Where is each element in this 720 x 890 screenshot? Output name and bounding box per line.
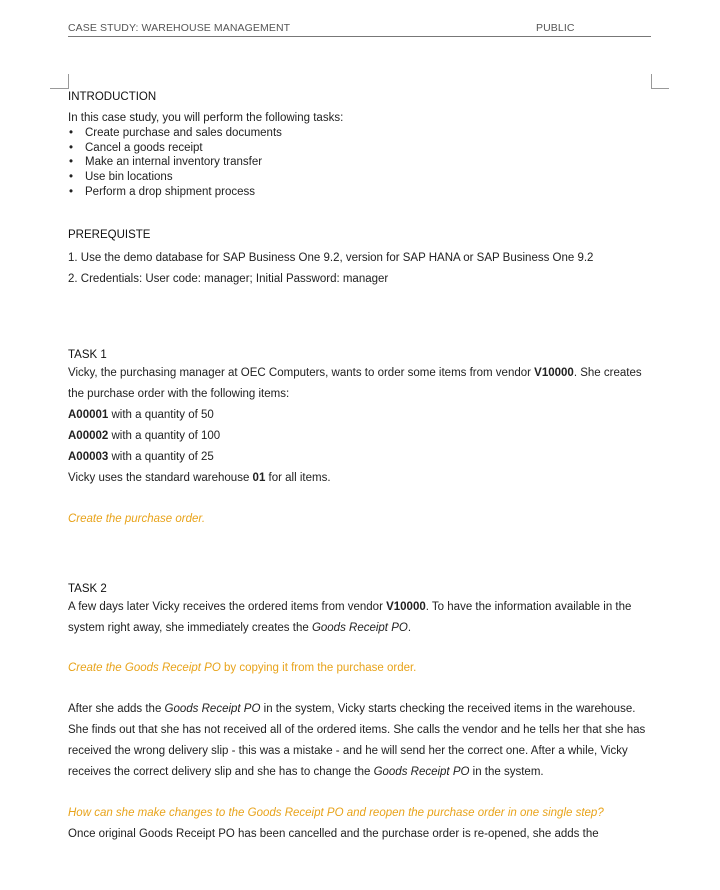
- task1-item: A00001 with a quantity of 50: [68, 408, 214, 421]
- crop-mark-left: [50, 74, 69, 89]
- crop-mark-right: [651, 74, 669, 89]
- introduction-heading: INTRODUCTION: [68, 91, 157, 103]
- list-item: • Cancel a goods receipt: [68, 141, 658, 156]
- header-classification: PUBLIC: [536, 22, 575, 34]
- prerequisite-item: 2. Credentials: User code: manager; Initial Password: manager: [68, 272, 389, 285]
- task1-item: A00002 with a quantity of 100: [68, 429, 221, 442]
- task2-continuation: Once original Goods Receipt PO has been cancelled and the purchase order is re-opened, she adds the: [68, 827, 599, 840]
- task1-item: A00003 with a quantity of 25: [68, 450, 214, 463]
- list-item: • Use bin locations: [68, 170, 658, 185]
- task2-intro: A few days later Vicky receives the ordered items from vendor V10000. To have the information available in the system right away, she immediately creates the Goods Receipt PO.: [68, 600, 632, 634]
- introduction-lead: In this case study, you will perform the following tasks:: [68, 112, 344, 124]
- task1-warehouse: Vicky uses the standard warehouse 01 for all items.: [68, 471, 331, 484]
- task2-instruction: Create the Goods Receipt PO by copying it from the purchase order.: [68, 661, 417, 674]
- list-item: • Create purchase and sales documents: [68, 126, 658, 141]
- prerequisite-heading: PREREQUISTE: [68, 228, 151, 241]
- list-item: • Make an internal inventory transfer: [68, 155, 658, 170]
- task1-heading: TASK 1: [68, 348, 107, 361]
- list-item: • Perform a drop shipment process: [68, 185, 658, 200]
- task2-heading: TASK 2: [68, 582, 107, 595]
- page-header: [68, 22, 651, 37]
- task2-question: How can she make changes to the Goods Receipt PO and reopen the purchase order in one single step?: [68, 806, 604, 819]
- task2-paragraph: After she adds the Goods Receipt PO in the system, Vicky starts checking the received items in the warehouse. She finds out that she has not received all of the ordered items. She calls the vendor and he tells her that she has received the wrong delivery slip - this was a mistake - and he will send her the correct one. After a while, Vicky receives the correct delivery slip and she has to change the Goods Receipt PO in the system.: [68, 702, 646, 778]
- prerequisite-item: 1. Use the demo database for SAP Business One 9.2, version for SAP HANA or SAP Business One 9.2: [68, 251, 594, 264]
- task1-instruction: Create the purchase order.: [68, 512, 206, 525]
- task1-intro: Vicky, the purchasing manager at OEC Computers, wants to order some items from vendor V10000. She creates the purchase order with the following items:: [68, 366, 642, 400]
- document-body: [68, 91, 658, 845]
- task-list: [68, 126, 658, 200]
- header-title: CASE STUDY: WAREHOUSE MANAGEMENT: [68, 22, 291, 34]
